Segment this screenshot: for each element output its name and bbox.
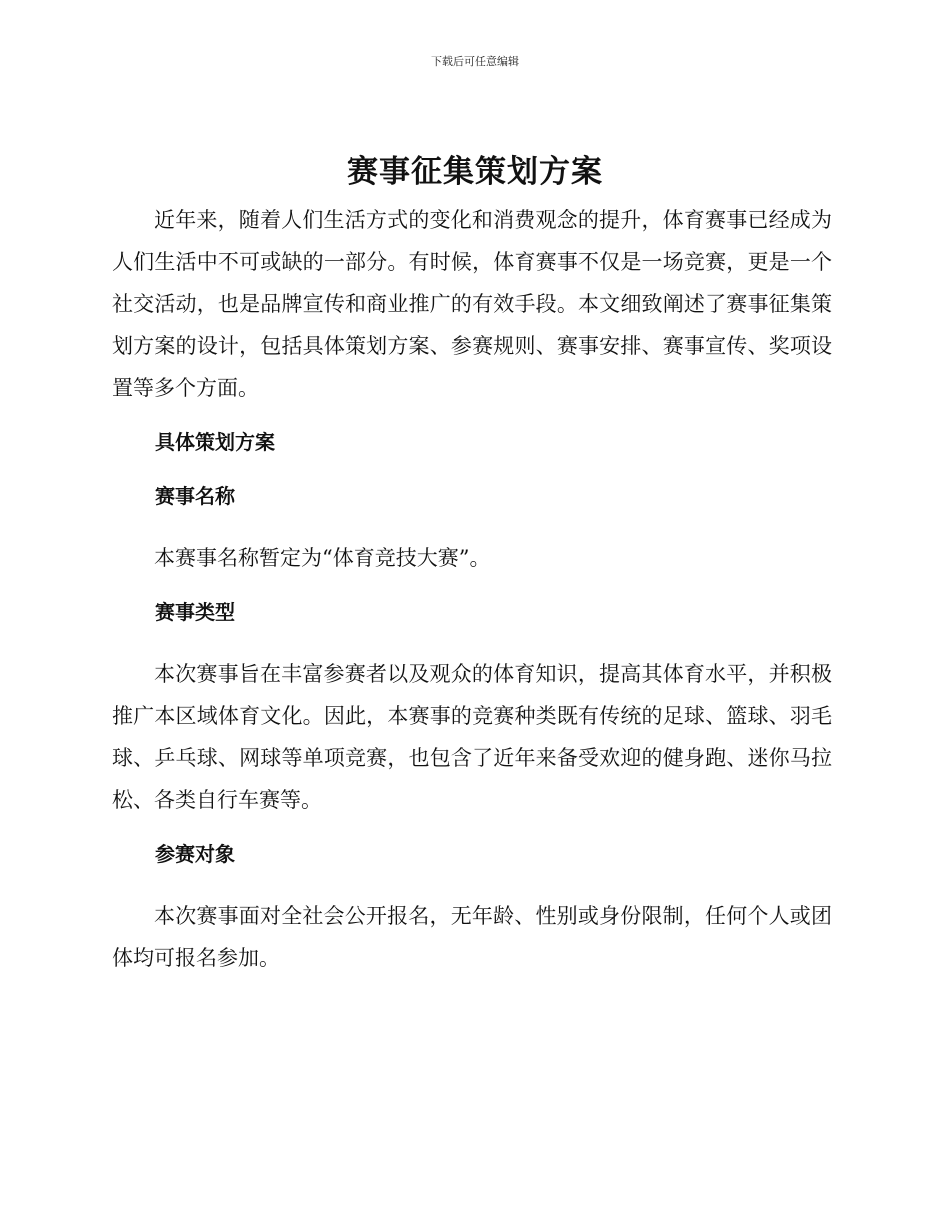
heading-participants: 参赛对象 xyxy=(155,842,235,866)
paragraph-event-name: 本赛事名称暂定为“体育竞技大赛”。 xyxy=(154,546,491,570)
paragraph-participants: 本次赛事面对全社会公开报名，无年龄、性别或身份限制，任何个人或团体均可报名参加。 xyxy=(112,904,832,970)
document-title: 赛事征集策划方案 xyxy=(347,154,603,190)
document-body xyxy=(112,199,832,979)
page-header-note: 下载后可任意编辑 xyxy=(431,55,519,68)
heading-event-name: 赛事名称 xyxy=(155,484,235,508)
heading-event-type: 赛事类型 xyxy=(155,600,235,624)
paragraph-event-type: 本次赛事旨在丰富参赛者以及观众的体育知识，提高其体育水平，并积极推广本区域体育文化。因此，本赛事的竞赛种类既有传统的足球、篮球、羽毛球、乒乓球、网球等单项竞赛，也包含了近年来备受欢迎的健身跑、迷你马拉松、各类自行车赛等。 xyxy=(112,662,832,812)
intro-paragraph: 近年来，随着人们生活方式的变化和消费观念的提升，体育赛事已经成为人们生活中不可或缺的一部分。有时候，体育赛事不仅是一场竞赛，更是一个社交活动，也是品牌宣传和商业推广的有效手段。本文细致阐述了赛事征集策划方案的设计，包括具体策划方案、参赛规则、赛事安排、赛事宣传、奖项设置等多个方面。 xyxy=(112,208,832,400)
section-heading-plan: 具体策划方案 xyxy=(155,430,275,454)
